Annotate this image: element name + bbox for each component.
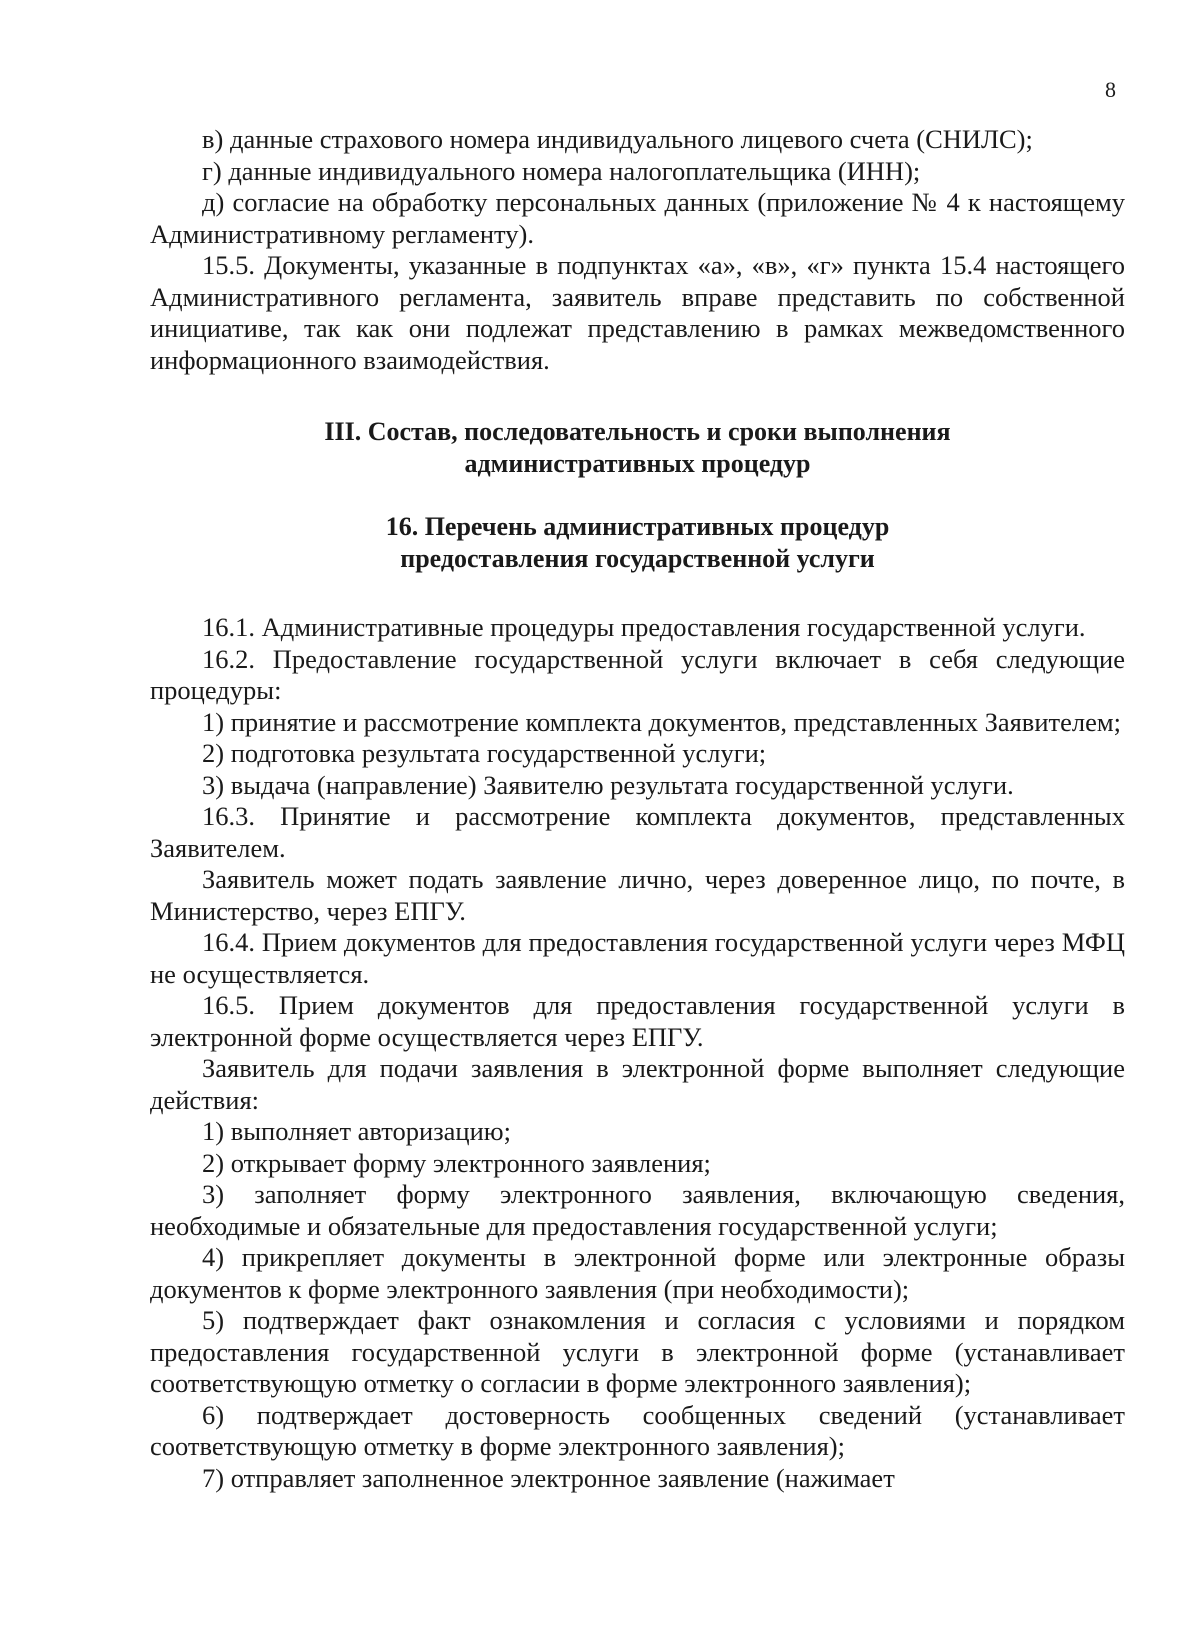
list-item: 3) выдача (направление) Заявителю результата государственной услуги. bbox=[202, 769, 1014, 800]
paragraph-item-g: г) данные индивидуального номера налогоплательщика (ИНН); bbox=[202, 155, 921, 186]
paragraph: Заявитель для подачи заявления в электронной форме выполняет следующие действия: bbox=[150, 1053, 1125, 1115]
paragraph-15-5: 15.5. Документы, указанные в подпунктах «а», «в», «г» пункта 15.4 настоящего Административного регламента, заявитель вправе представить по собственной инициативе, так как они подлежат представлению в рамках межведомственного информационного взаимодействия. bbox=[150, 250, 1125, 375]
sub-heading bbox=[150, 511, 1125, 574]
sub-heading-line2: предоставления государственной услуги bbox=[400, 543, 875, 573]
list-item: 1) выполняет авторизацию; bbox=[202, 1116, 511, 1146]
list-item: 2) подготовка результата государственной услуги; bbox=[202, 738, 767, 768]
list-item: 4) прикрепляет документы в электронной форме или электронные образы документов к форме электронного заявления (при необходимости); bbox=[150, 1242, 1125, 1304]
list-item: 3) заполняет форму электронного заявления, включающую сведения, необходимые и обязательные для предоставления государственной услуги; bbox=[150, 1179, 1125, 1241]
page-number: 8 bbox=[1105, 77, 1116, 102]
paragraph-16-3: 16.3. Принятие и рассмотрение комплекта документов, представленных Заявителем. bbox=[150, 801, 1125, 863]
paragraph-16-1: 16.1. Административные процедуры предоставления государственной услуги. bbox=[202, 612, 1086, 642]
list-item: 5) подтверждает факт ознакомления и согласия с условиями и порядком предоставления государственной услуги в электронной форме (устанавливает соответствующую отметку о согласии в форме электронного заявления); bbox=[150, 1305, 1125, 1398]
paragraph-16-4: 16.4. Прием документов для предоставления государственной услуги через МФЦ не осуществляется. bbox=[150, 927, 1125, 989]
list-item: 2) открывает форму электронного заявления; bbox=[202, 1147, 711, 1178]
list-item: 7) отправляет заполненное электронное заявление (нажимает bbox=[202, 1462, 895, 1493]
paragraph-item-v: в) данные страхового номера индивидуального лицевого счета (СНИЛС); bbox=[202, 124, 1033, 154]
paragraph-16-5: 16.5. Прием документов для предоставления государственной услуги в электронной форме осуществляется через ЕПГУ. bbox=[150, 990, 1125, 1052]
section-heading-line2: административных процедур bbox=[464, 448, 811, 478]
section-heading-line1: III. Состав, последовательность и сроки выполнения bbox=[324, 417, 951, 446]
paragraph-item-d: д) согласие на обработку персональных данных (приложение № 4 к настоящему Административному регламенту). bbox=[150, 187, 1125, 249]
document-body bbox=[150, 124, 1125, 1494]
list-item: 6) подтверждает достоверность сообщенных сведений (устанавливает соответствующую отметку в форме электронного заявления); bbox=[150, 1399, 1125, 1461]
sub-heading-line1: 16. Перечень административных процедур bbox=[385, 512, 890, 541]
list-item: 1) принятие и рассмотрение комплекта документов, представленных Заявителем; bbox=[202, 706, 1121, 737]
section-heading bbox=[150, 416, 1125, 479]
paragraph-16-2: 16.2. Предоставление государственной услуги включает в себя следующие процедуры: bbox=[150, 643, 1125, 705]
body-paragraphs bbox=[150, 612, 1125, 1494]
paragraph: Заявитель может подать заявление лично, через доверенное лицо, по почте, в Министерство, через ЕПГУ. bbox=[150, 864, 1125, 926]
